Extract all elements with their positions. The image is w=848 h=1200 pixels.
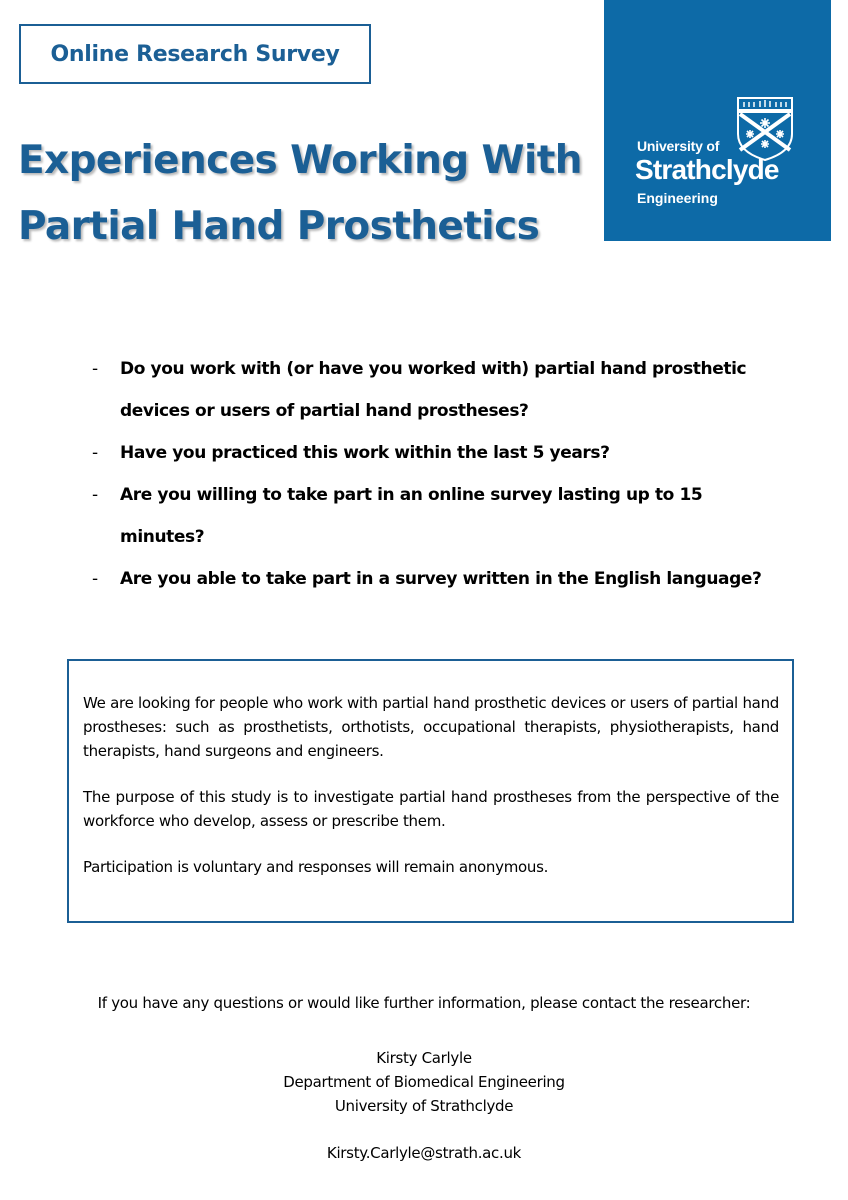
logo-text-engineering: Engineering — [637, 190, 718, 206]
researcher-contact-block — [0, 1046, 848, 1118]
logo-text-strathclyde: Strathclyde — [635, 154, 779, 185]
info-paragraph-participation: Participation is voluntary and responses will remain anonymous. — [83, 858, 549, 876]
bullet-dash: - — [92, 359, 98, 379]
bullet-dash: - — [92, 485, 98, 505]
university-crest-icon — [736, 96, 794, 162]
page-title — [18, 128, 598, 260]
researcher-name: Kirsty Carlyle — [376, 1049, 472, 1067]
researcher-email: Kirsty.Carlyle@strath.ac.uk — [326, 1144, 522, 1162]
question-line: devices or users of partial hand prostheses? — [120, 401, 529, 421]
question-line: Are you able to take part in a survey written in the English language? — [120, 569, 762, 589]
eligibility-question-list — [90, 348, 810, 600]
bullet-dash: - — [92, 443, 98, 463]
researcher-institution: University of Strathclyde — [334, 1097, 514, 1115]
contact-intro-text: If you have any questions or would like further information, please contact the researcher: — [97, 994, 751, 1012]
page-title-line-1: Experiences Working With — [18, 138, 582, 183]
eligibility-question — [90, 348, 810, 432]
question-line: minutes? — [120, 527, 205, 547]
researcher-department: Department of Biomedical Engineering — [283, 1073, 565, 1091]
info-paragraph-target-participants: We are looking for people who work with partial hand prosthetic devices or users of partial hand prostheses: such as prosthetists, orthotists, occupational therapists, physiotherapists, hand therapists, hand surgeons and engineers. — [83, 694, 779, 760]
survey-tag-box — [19, 24, 371, 84]
eligibility-question — [90, 558, 810, 600]
question-line: Have you practiced this work within the last 5 years? — [120, 443, 610, 463]
eligibility-question — [90, 432, 810, 474]
eligibility-question — [90, 474, 810, 558]
survey-tag-label: Online Research Survey — [50, 41, 340, 67]
page-title-line-2: Partial Hand Prosthetics — [18, 204, 540, 249]
bullet-dash: - — [92, 569, 98, 589]
logo-text-university-of: University of — [637, 138, 720, 154]
university-logo — [604, 0, 831, 241]
info-paragraph-study-purpose: The purpose of this study is to investigate partial hand prostheses from the perspective of the workforce who develop, assess or prescribe them. — [83, 788, 779, 830]
question-line: Are you willing to take part in an online survey lasting up to 15 — [120, 485, 703, 505]
study-info-box — [67, 659, 794, 923]
question-line: Do you work with (or have you worked with) partial hand prosthetic — [120, 359, 747, 379]
